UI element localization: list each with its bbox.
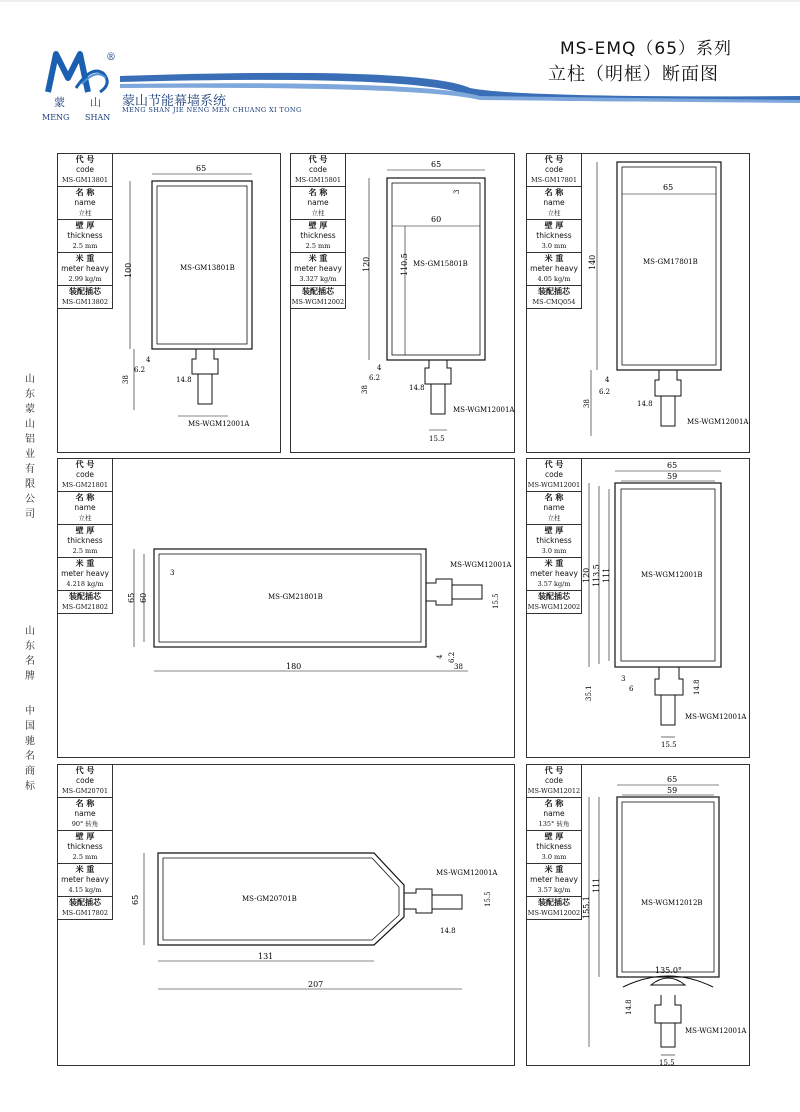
thickness-label: 壁 厚 bbox=[75, 221, 95, 230]
core-value: MS-GM21802 bbox=[61, 603, 109, 611]
dim-width: 65 bbox=[196, 164, 207, 173]
dim-width: 65 bbox=[431, 160, 442, 169]
core-label: 装配插芯 bbox=[69, 287, 101, 296]
dim-e: 15.5 bbox=[429, 435, 445, 443]
series-title: MS-EMQ（65）系列 bbox=[560, 39, 733, 59]
side-company: 山东蒙山铝业有限公司 bbox=[25, 374, 35, 520]
code-label: 代 号 bbox=[75, 460, 95, 469]
code-value: MS-GM13801 bbox=[61, 176, 109, 184]
thickness-label: 壁 厚 bbox=[75, 832, 95, 841]
name-value: 立柱 bbox=[78, 514, 92, 522]
dim-c: 14.8 bbox=[409, 384, 425, 392]
weight-value: 4.15 kg/m bbox=[68, 886, 102, 894]
dim-d: 38 bbox=[361, 385, 369, 394]
dim-c: 35.1 bbox=[585, 685, 593, 701]
dim-width: 65 bbox=[667, 775, 678, 784]
core-value: MS-GM17802 bbox=[61, 909, 109, 917]
dim-width: 65 bbox=[667, 461, 678, 470]
thickness-label: 壁 厚 bbox=[544, 221, 564, 230]
profile-drawing bbox=[527, 154, 749, 452]
dim-width: 65 bbox=[663, 183, 674, 192]
dim-b: 6.2 bbox=[369, 374, 381, 382]
dim-a: 4 bbox=[377, 364, 382, 372]
thickness-value: 3.0 mm bbox=[541, 242, 567, 250]
thickness-label: 壁 厚 bbox=[308, 221, 328, 230]
profile-label: MS-GM13801B bbox=[180, 264, 235, 272]
name-value: 立柱 bbox=[547, 209, 561, 217]
code-label: 代 号 bbox=[544, 155, 564, 164]
code-label-en: code bbox=[544, 470, 564, 479]
weight-label-en: meter heavy bbox=[61, 264, 109, 273]
panel-ms-gm21801 bbox=[57, 458, 515, 758]
dim-wall: 3 bbox=[170, 569, 175, 577]
logo-en-right: SHAN bbox=[85, 113, 111, 122]
name-label-en: name bbox=[74, 809, 96, 818]
mengshan-logo bbox=[40, 44, 125, 124]
code-label: 代 号 bbox=[544, 460, 564, 469]
thickness-value: 2.5 mm bbox=[305, 242, 331, 250]
panel-ms-gm20701 bbox=[57, 764, 515, 1066]
code-value: MS-GM17801 bbox=[530, 176, 578, 184]
thickness-value: 3.0 mm bbox=[541, 547, 567, 555]
dim-width: 131 bbox=[258, 952, 274, 961]
code-label-en: code bbox=[75, 165, 95, 174]
dim-height: 111 bbox=[592, 877, 601, 893]
code-value: MS-GM15801 bbox=[294, 176, 342, 184]
dim-b: 6.2 bbox=[134, 366, 146, 374]
dim-height: 65 bbox=[127, 592, 136, 603]
dim-a: 4 bbox=[146, 356, 151, 364]
dim-width: 180 bbox=[286, 662, 302, 671]
profile-label: MS-GM15801B bbox=[413, 260, 468, 268]
panel-ms-wgm12012 bbox=[526, 764, 750, 1066]
profile-drawing bbox=[527, 459, 749, 757]
weight-label-en: meter heavy bbox=[530, 264, 578, 273]
dim-total-height: 155.1 bbox=[582, 896, 591, 919]
dim-c: 14.8 bbox=[176, 376, 192, 384]
dim-a: 3 bbox=[621, 675, 626, 683]
dim-inner-height: 60 bbox=[139, 592, 148, 603]
registered-mark: ® bbox=[106, 52, 116, 63]
weight-value: 3.57 kg/m bbox=[537, 580, 571, 588]
profile-label: MS-GM20701B bbox=[242, 895, 297, 903]
insert-label: MS-WGM12001A bbox=[685, 1027, 747, 1035]
dim-height: 100 bbox=[124, 262, 133, 278]
company-name-cn: 蒙山节能幕墙系统 bbox=[122, 94, 227, 109]
dim-c: 14.8 bbox=[637, 400, 653, 408]
profile-label: MS-WGM12001B bbox=[641, 571, 703, 579]
side-trademark: 中国驰名商标 bbox=[25, 706, 35, 792]
thickness-label-en: thickness bbox=[536, 842, 572, 851]
profile-drawing bbox=[58, 459, 514, 757]
code-value: MS-GM20701 bbox=[61, 787, 109, 795]
dim-inner-height: 110.5 bbox=[400, 253, 409, 276]
code-value: MS-WGM12001 bbox=[527, 481, 581, 489]
dim-b: 15.5 bbox=[484, 891, 492, 907]
panel-ms-gm17801 bbox=[526, 153, 750, 453]
name-value: 135° 转角 bbox=[538, 820, 570, 828]
weight-value: 3.327 kg/m bbox=[299, 275, 337, 283]
weight-label: 米 重 bbox=[544, 559, 564, 568]
weight-label: 米 重 bbox=[544, 865, 564, 874]
code-label: 代 号 bbox=[75, 155, 95, 164]
core-value: MS-WGM12002 bbox=[527, 909, 581, 917]
dim-d: 14.8 bbox=[693, 679, 701, 695]
name-value: 立柱 bbox=[311, 209, 325, 217]
dim-inner-width: 59 bbox=[667, 472, 678, 481]
thickness-value: 2.5 mm bbox=[72, 547, 98, 555]
name-label-en: name bbox=[307, 198, 329, 207]
dim-h2: 113.5 bbox=[592, 564, 601, 587]
name-label-en: name bbox=[74, 503, 96, 512]
name-label: 名 称 bbox=[544, 188, 564, 197]
name-label: 名 称 bbox=[544, 799, 564, 808]
thickness-label: 壁 厚 bbox=[544, 832, 564, 841]
dim-a: 4 bbox=[605, 376, 610, 384]
weight-label: 米 重 bbox=[75, 865, 95, 874]
core-label: 装配插芯 bbox=[69, 898, 101, 907]
weight-label: 米 重 bbox=[308, 254, 328, 263]
name-label-en: name bbox=[543, 198, 565, 207]
profile-label: MS-WGM12012B bbox=[641, 899, 703, 907]
side-brand: 山东名牌 bbox=[25, 626, 35, 682]
insert-label: MS-WGM12001A bbox=[687, 418, 749, 426]
dim-height: 120 bbox=[582, 567, 591, 583]
code-label-en: code bbox=[544, 165, 564, 174]
dim-total-width: 207 bbox=[308, 980, 324, 989]
weight-value: 3.57 kg/m bbox=[537, 886, 571, 894]
weight-label-en: meter heavy bbox=[530, 875, 578, 884]
core-label: 装配插芯 bbox=[69, 592, 101, 601]
name-label-en: name bbox=[543, 503, 565, 512]
core-value: MS-GM13802 bbox=[61, 298, 109, 306]
code-value: MS-GM21801 bbox=[61, 481, 109, 489]
weight-label-en: meter heavy bbox=[61, 569, 109, 578]
weight-value: 4.218 kg/m bbox=[66, 580, 104, 588]
profile-drawing bbox=[527, 765, 749, 1065]
panel-ms-gm13801 bbox=[57, 153, 281, 453]
thickness-label-en: thickness bbox=[67, 842, 103, 851]
core-label: 装配插芯 bbox=[538, 287, 570, 296]
code-label: 代 号 bbox=[308, 155, 328, 164]
code-label-en: code bbox=[75, 470, 95, 479]
core-value: MS-WGM12002 bbox=[291, 298, 345, 306]
core-label: 装配插芯 bbox=[538, 592, 570, 601]
thickness-label-en: thickness bbox=[67, 536, 103, 545]
dim-height: 120 bbox=[362, 256, 371, 272]
thickness-value: 2.5 mm bbox=[72, 853, 98, 861]
weight-label: 米 重 bbox=[544, 254, 564, 263]
dim-b: 6.2 bbox=[599, 388, 611, 396]
name-label: 名 称 bbox=[75, 493, 95, 502]
code-label-en: code bbox=[75, 776, 95, 785]
name-value: 90° 转角 bbox=[71, 820, 99, 828]
name-value: 立柱 bbox=[547, 514, 561, 522]
name-label: 名 称 bbox=[544, 493, 564, 502]
thickness-label-en: thickness bbox=[536, 231, 572, 240]
core-value: MS-WGM12002 bbox=[527, 603, 581, 611]
insert-label: MS-WGM12001A bbox=[188, 420, 250, 428]
thickness-value: 2.5 mm bbox=[72, 242, 98, 250]
dim-inner-width: 59 bbox=[667, 786, 678, 795]
dim-b: 6.2 bbox=[448, 651, 456, 663]
dim-height: 140 bbox=[588, 254, 597, 270]
dim-e: 15.5 bbox=[661, 741, 677, 749]
thickness-label-en: thickness bbox=[67, 231, 103, 240]
name-value: 立柱 bbox=[78, 209, 92, 217]
code-label-en: code bbox=[544, 776, 564, 785]
dim-b: 6 bbox=[629, 685, 634, 693]
dim-a: 14.8 bbox=[440, 927, 456, 935]
core-value: MS-CMQ054 bbox=[532, 298, 576, 306]
thickness-label-en: thickness bbox=[536, 536, 572, 545]
code-label-en: code bbox=[308, 165, 328, 174]
weight-label: 米 重 bbox=[75, 254, 95, 263]
dim-wall: 3 bbox=[453, 189, 461, 194]
drawing-title: 立柱（明框）断面图 bbox=[548, 64, 719, 85]
logo-cn-right: 山 bbox=[90, 96, 101, 109]
dim-d: 38 bbox=[122, 375, 130, 384]
name-label-en: name bbox=[543, 809, 565, 818]
core-label: 装配插芯 bbox=[302, 287, 334, 296]
dim-a: 14.8 bbox=[625, 999, 633, 1015]
dim-inner-width: 60 bbox=[431, 215, 442, 224]
core-label: 装配插芯 bbox=[538, 898, 570, 907]
weight-value: 2.99 kg/m bbox=[68, 275, 102, 283]
insert-label: MS-WGM12001A bbox=[436, 869, 498, 877]
name-label-en: name bbox=[74, 198, 96, 207]
panel-ms-gm15801 bbox=[290, 153, 515, 453]
profile-drawing bbox=[58, 765, 514, 1065]
weight-value: 4.05 kg/m bbox=[537, 275, 571, 283]
weight-label-en: meter heavy bbox=[294, 264, 342, 273]
name-label: 名 称 bbox=[308, 188, 328, 197]
dim-h3: 111 bbox=[602, 567, 611, 583]
insert-label: MS-WGM12001A bbox=[450, 561, 512, 569]
thickness-label: 壁 厚 bbox=[75, 526, 95, 535]
profile-label: MS-GM17801B bbox=[643, 258, 698, 266]
insert-label: MS-WGM12001A bbox=[685, 713, 747, 721]
company-name-pinyin: MENG SHAN JIE NENG MEN CHUANG XI TONG bbox=[122, 106, 302, 114]
code-label: 代 号 bbox=[544, 766, 564, 775]
dim-b: 15.5 bbox=[659, 1059, 675, 1065]
weight-label-en: meter heavy bbox=[530, 569, 578, 578]
dim-height: 65 bbox=[131, 894, 140, 905]
thickness-value: 3.0 mm bbox=[541, 853, 567, 861]
profile-drawing bbox=[58, 154, 280, 452]
dim-angle: 135.0° bbox=[655, 966, 682, 975]
thickness-label: 壁 厚 bbox=[544, 526, 564, 535]
dim-d: 38 bbox=[583, 399, 591, 408]
name-label: 名 称 bbox=[75, 799, 95, 808]
code-value: MS-WGM12012 bbox=[527, 787, 581, 795]
weight-label: 米 重 bbox=[75, 559, 95, 568]
logo-cn-left: 蒙 bbox=[54, 96, 65, 109]
thickness-label-en: thickness bbox=[300, 231, 336, 240]
profile-label: MS-GM21801B bbox=[268, 593, 323, 601]
insert-label: MS-WGM12001A bbox=[453, 406, 514, 414]
dim-a: 4 bbox=[436, 654, 444, 659]
panel-ms-wgm12001 bbox=[526, 458, 750, 758]
weight-label-en: meter heavy bbox=[61, 875, 109, 884]
dim-d: 15.5 bbox=[492, 593, 500, 609]
logo-en-left: MENG bbox=[42, 113, 70, 122]
name-label: 名 称 bbox=[75, 188, 95, 197]
profile-drawing bbox=[291, 154, 514, 452]
code-label: 代 号 bbox=[75, 766, 95, 775]
dim-c: 38 bbox=[454, 663, 463, 671]
